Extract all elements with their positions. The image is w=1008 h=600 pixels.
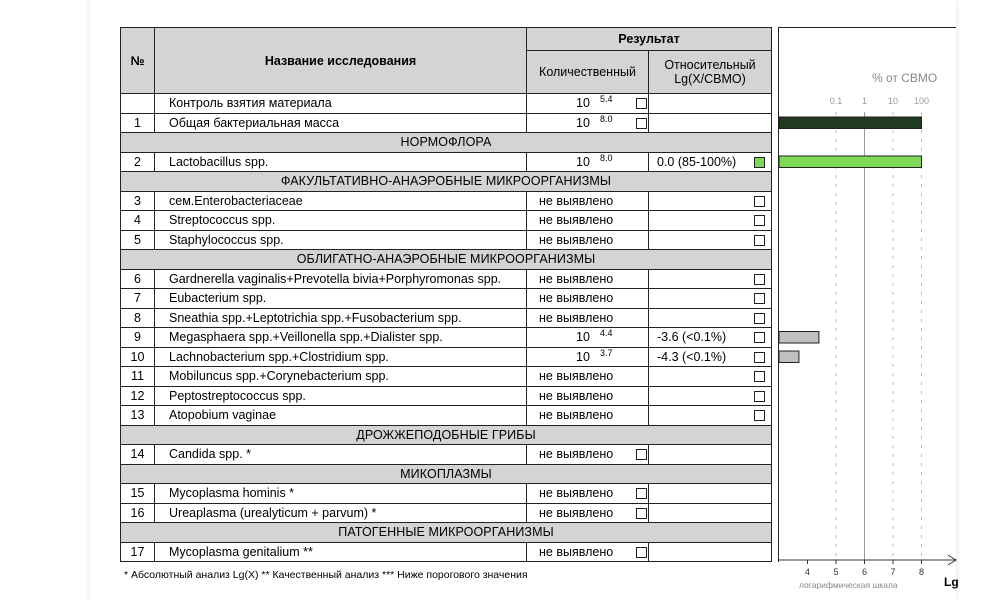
test-name: Ureaplasma (urealyticum + parvum) * [155,503,527,523]
quantitative-text: не выявлено [539,544,614,559]
quantitative-exponent: 4.4 [600,328,613,338]
header-result: Результат [527,28,772,51]
bar-row-10 [779,351,799,363]
top-tick-label: 1 [861,96,868,106]
quantitative-text: не выявлено [539,505,614,520]
test-name: Staphylococcus spp. [155,230,527,250]
quantitative-base: 10 [576,96,590,110]
row-number: 11 [121,367,155,387]
chart-title: % от СВМО [872,71,938,85]
section-label: МИКОПЛАЗМЫ [121,464,772,484]
row-number: 7 [121,289,155,309]
test-name: Mycoplasma genitalium ** [155,542,527,562]
relative-value: 0.0 (85-100%) [657,154,737,169]
row-number: 13 [121,406,155,426]
test-name: Candida spp. * [155,445,527,465]
test-name: Sneathia spp.+Leptotrichia spp.+Fusobacterium spp. [155,308,527,328]
quantitative-exponent: 5.4 [600,94,613,104]
test-name: сем.Enterobacteriaceae [155,191,527,211]
quantitative-base: 10 [576,330,590,344]
row-number: 2 [121,152,155,172]
quantitative-text: не выявлено [539,193,614,208]
header-relative-line2: Lg(X/СВМО) [674,72,746,86]
x-tick-label: 6 [861,567,868,577]
quantitative-exponent: 3.7 [600,347,613,358]
row-number: 5 [121,230,155,250]
test-name: Mycoplasma hominis * [155,484,527,504]
quantitative-text: не выявлено [539,486,614,500]
test-name: Контроль взятия материала [155,94,527,114]
row-number: 14 [121,445,155,465]
bar-row-1 [779,117,922,129]
quantitative-text: не выявлено [539,447,614,461]
quantitative-exponent: 8.0 [600,152,613,163]
relative-value: -4.3 (<0.1%) [657,349,727,364]
top-tick-label: 0.1 [829,96,843,106]
row-number: 12 [121,386,155,406]
test-name: Mobiluncus spp.+Corynebacterium spp. [155,367,527,387]
quantitative-text: не выявлено [539,408,614,422]
test-name: Atopobium vaginae [155,406,527,426]
header-relative-line1: Относительный [664,58,756,72]
test-name: Lachnobacterium spp.+Clostridium spp. [155,347,527,367]
chart-xlabel: логарифмическая шкала [799,580,898,590]
test-name: Streptococcus spp. [155,211,527,231]
relative-value: -3.6 (<0.1%) [657,330,727,344]
section-label: ФАКУЛЬТАТИВНО-АНАЭРОБНЫЕ МИКРООРГАНИЗМЫ [121,172,772,192]
header-name: Название исследования [155,28,527,94]
bar-row-9 [779,332,819,344]
x-tick-label: 8 [918,567,925,577]
footnote: * Абсолютный анализ Lg(X) ** Качественный анализ *** Ниже порогового значения [124,569,528,581]
chart-axis-label: Lg [944,575,959,589]
quantitative-text: не выявлено [539,291,614,305]
quantitative-text: не выявлено [539,388,614,403]
x-tick-label: 5 [833,567,839,577]
quantitative-base: 10 [576,349,590,364]
test-name: Lactobacillus spp. [155,152,527,172]
top-tick-label: 100 [913,96,930,106]
test-name: Gardnerella vaginalis+Prevotella bivia+Porphyromonas spp. [155,269,527,289]
quantitative-text: не выявлено [539,310,614,325]
top-tick-label: 10 [887,96,899,106]
row-number: 17 [121,542,155,562]
test-name: Peptostreptococcus spp. [155,386,527,406]
row-number: 1 [121,113,155,133]
row-number: 4 [121,211,155,231]
quantitative-exponent: 8.0 [600,113,613,124]
quantitative-base: 10 [576,115,590,130]
x-tick-label: 7 [890,567,896,577]
quantitative-text: не выявлено [539,369,614,383]
header-num: № [121,28,155,94]
section-label: НОРМОФЛОРА [121,133,772,153]
row-number: 8 [121,308,155,328]
bar-row-2 [779,156,922,168]
section-label: ОБЛИГАТНО-АНАЭРОБНЫЕ МИКРООРГАНИЗМЫ [121,250,772,270]
quantitative-text: не выявлено [539,232,614,247]
row-number: 15 [121,484,155,504]
test-name: Общая бактериальная масса [155,113,527,133]
section-label: ДРОЖЖЕПОДОБНЫЕ ГРИБЫ [121,425,772,445]
header-quantitative: Количественный [527,51,649,94]
row-number: 3 [121,191,155,211]
x-tick-label: 4 [804,567,811,577]
test-name: Eubacterium spp. [155,289,527,309]
quantitative-text: не выявлено [539,271,614,286]
row-number: 16 [121,503,155,523]
quantitative-base: 10 [576,154,590,169]
row-number: 6 [121,269,155,289]
row-number: 10 [121,347,155,367]
section-label: ПАТОГЕННЫЕ МИКРООРГАНИЗМЫ [121,523,772,543]
quantitative-text: не выявлено [539,213,614,227]
test-name: Megasphaera spp.+Veillonella spp.+Dialister spp. [155,328,527,348]
row-number: 9 [121,328,155,348]
